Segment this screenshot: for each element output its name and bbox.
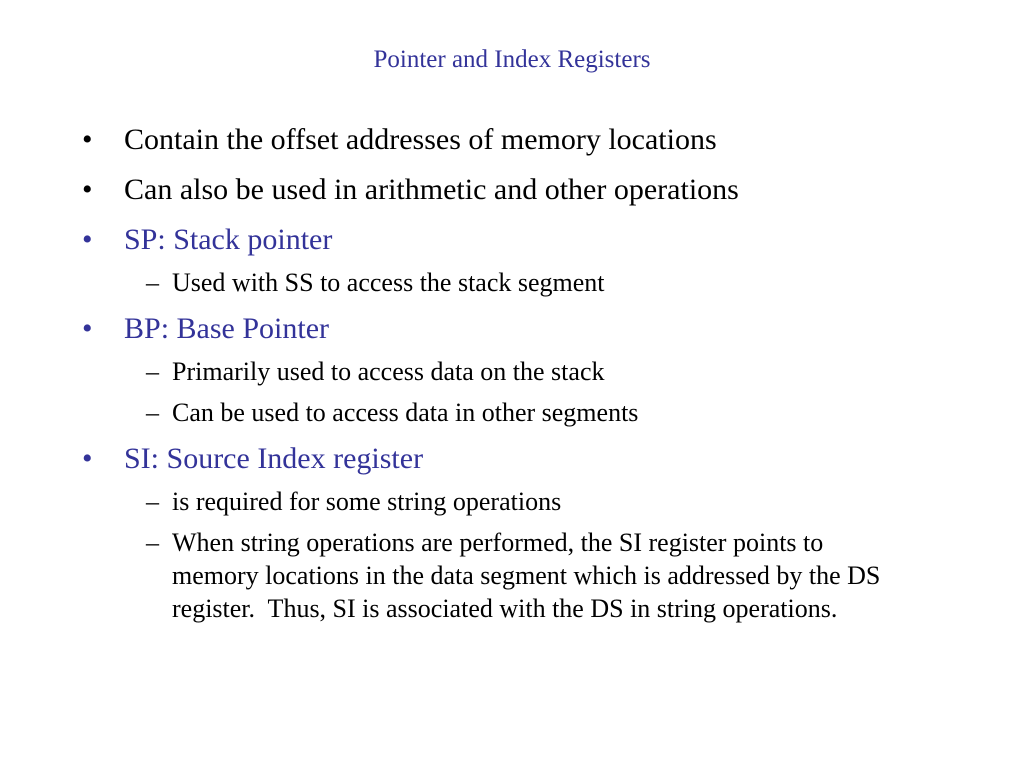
- bullet-list: [0, 120, 1024, 625]
- bullet-icon: •: [82, 442, 93, 475]
- list-item: [0, 396, 1024, 429]
- list-item-text: Can also be used in arithmetic and other operations: [124, 173, 739, 206]
- list-item-text: SI: Source Index register: [124, 442, 424, 475]
- list-item: [0, 309, 1024, 349]
- bullet-icon: •: [82, 312, 93, 345]
- list-item-text: Used with SS to access the stack segment: [172, 268, 605, 297]
- list-item: [0, 355, 1024, 388]
- bullet-icon: •: [82, 223, 93, 256]
- list-item: [0, 170, 1024, 210]
- list-item-text: Contain the offset addresses of memory locations: [124, 123, 717, 156]
- list-item: [0, 526, 1024, 625]
- dash-icon: –: [146, 268, 159, 297]
- dash-icon: –: [146, 487, 159, 516]
- dash-icon: –: [146, 398, 159, 427]
- dash-icon: –: [146, 357, 159, 386]
- list-item: [0, 220, 1024, 260]
- list-item-text: Primarily used to access data on the stack: [172, 357, 605, 386]
- list-item: [0, 485, 1024, 518]
- slide-title: Pointer and Index Registers: [373, 46, 651, 73]
- list-item-text: When string operations are performed, the SI register points to memory locations in the data segment which is addressed by the DS register. Thus, SI is associated with the DS in string operations.: [172, 528, 887, 623]
- list-item-text: SP: Stack pointer: [124, 223, 333, 256]
- list-item-text: BP: Base Pointer: [124, 312, 330, 345]
- bullet-icon: •: [82, 123, 93, 156]
- list-item: [0, 266, 1024, 299]
- bullet-icon: •: [82, 173, 93, 206]
- list-item-text: Can be used to access data in other segments: [172, 398, 639, 427]
- list-item: [0, 120, 1024, 160]
- list-item-text: is required for some string operations: [172, 487, 562, 516]
- list-item: [0, 439, 1024, 479]
- dash-icon: –: [146, 528, 159, 557]
